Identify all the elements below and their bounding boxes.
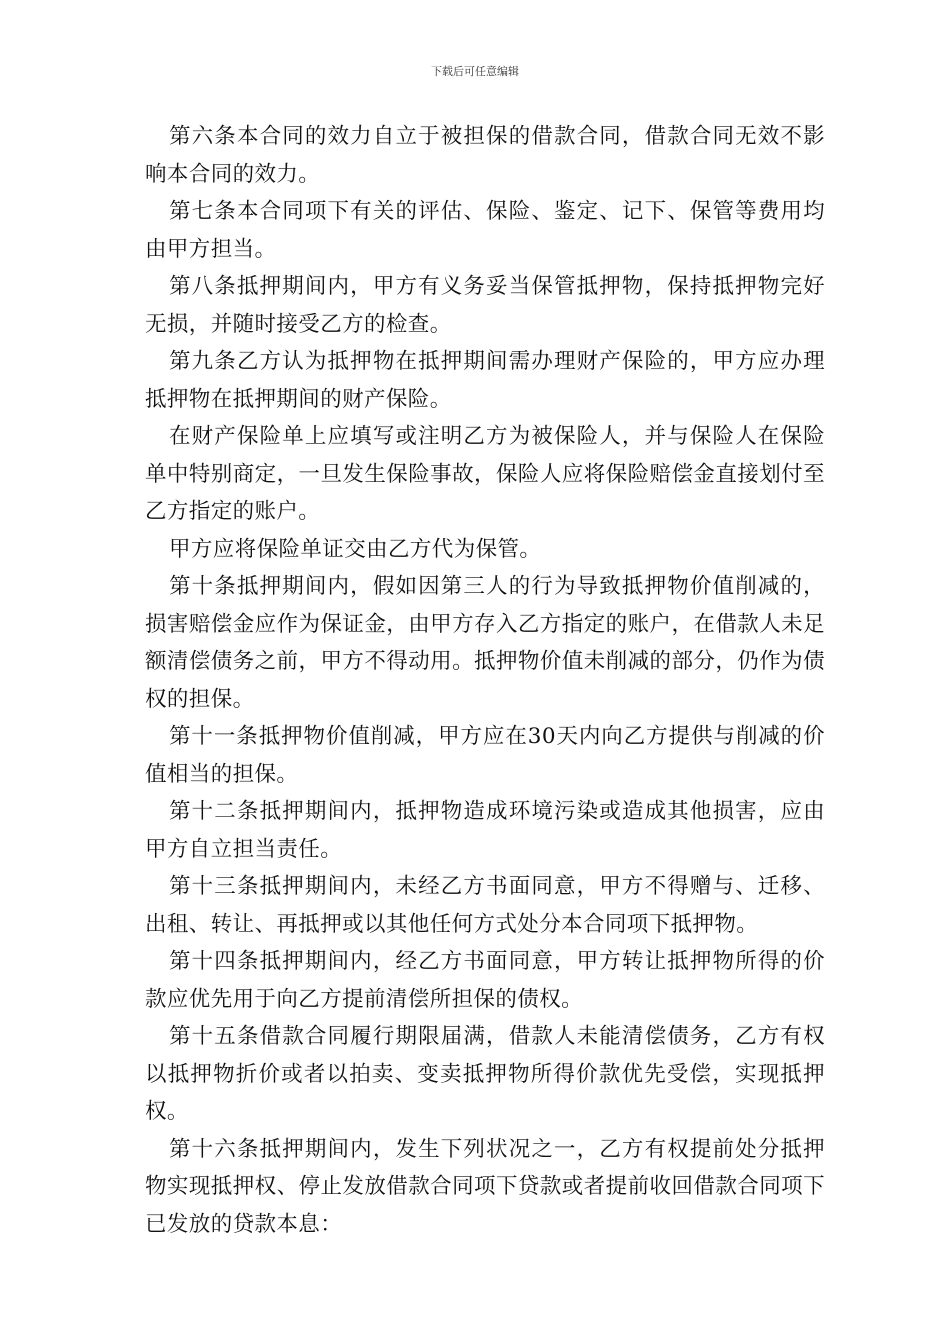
paragraph-article-10: 第十条抵押期间内，假如因第三人的行为导致抵押物价值削减的，损害赔偿金应作为保证金，由甲方存入乙方指定的账户，在借款人未足额清偿债务之前，甲方不得动用。抵押物价值未削减的部分，仍作为债权的担保。	[145, 574, 825, 712]
paragraph-article-16: 第十六条抵押期间内，发生下列状况之一，乙方有权提前处分抵押物实现抵押权、停止发放借款合同项下贷款或者提前收回借款合同项下已发放的贷款本息：	[145, 1136, 825, 1237]
paragraph-article-11: 第十一条抵押物价值削减，甲方应在30天内向乙方提供与削减的价值相当的担保。	[145, 724, 825, 787]
paragraph-article-9: 第九条乙方认为抵押物在抵押期间需办理财产保险的，甲方应办理抵押物在抵押期间的财产保险。	[145, 349, 825, 412]
paragraph-article-7: 第七条本合同项下有关的评估、保险、鉴定、记下、保管等费用均由甲方担当。	[145, 199, 825, 262]
document-body	[145, 118, 825, 1243]
paragraph-article-12: 第十二条抵押期间内，抵押物造成环境污染或造成其他损害，应由甲方自立担当责任。	[145, 799, 825, 862]
page-header: 下载后可任意编辑	[431, 65, 519, 78]
paragraph-article-8: 第八条抵押期间内，甲方有义务妥当保管抵押物，保持抵押物完好无损，并随时接受乙方的检查。	[145, 274, 825, 337]
paragraph-article-15: 第十五条借款合同履行期限届满，借款人未能清偿债务，乙方有权以抵押物折价或者以拍卖、变卖抵押物所得价款优先受偿，实现抵押权。	[145, 1024, 825, 1124]
paragraph-article-6: 第六条本合同的效力自立于被担保的借款合同，借款合同无效不影响本合同的效力。	[145, 124, 825, 187]
paragraph-policy-custody: 甲方应将保险单证交由乙方代为保管。	[169, 536, 542, 562]
paragraph-article-13: 第十三条抵押期间内，未经乙方书面同意，甲方不得赠与、迁移、出租、转让、再抵押或以其他任何方式处分本合同项下抵押物。	[145, 874, 825, 937]
paragraph-article-14: 第十四条抵押期间内，经乙方书面同意，甲方转让抵押物所得的价款应优先用于向乙方提前清偿所担保的债权。	[145, 949, 825, 1012]
paragraph-insurance-policy: 在财产保险单上应填写或注明乙方为被保险人，并与保险人在保险单中特别商定，一旦发生保险事故，保险人应将保险赔偿金直接划付至乙方指定的账户。	[145, 424, 825, 524]
